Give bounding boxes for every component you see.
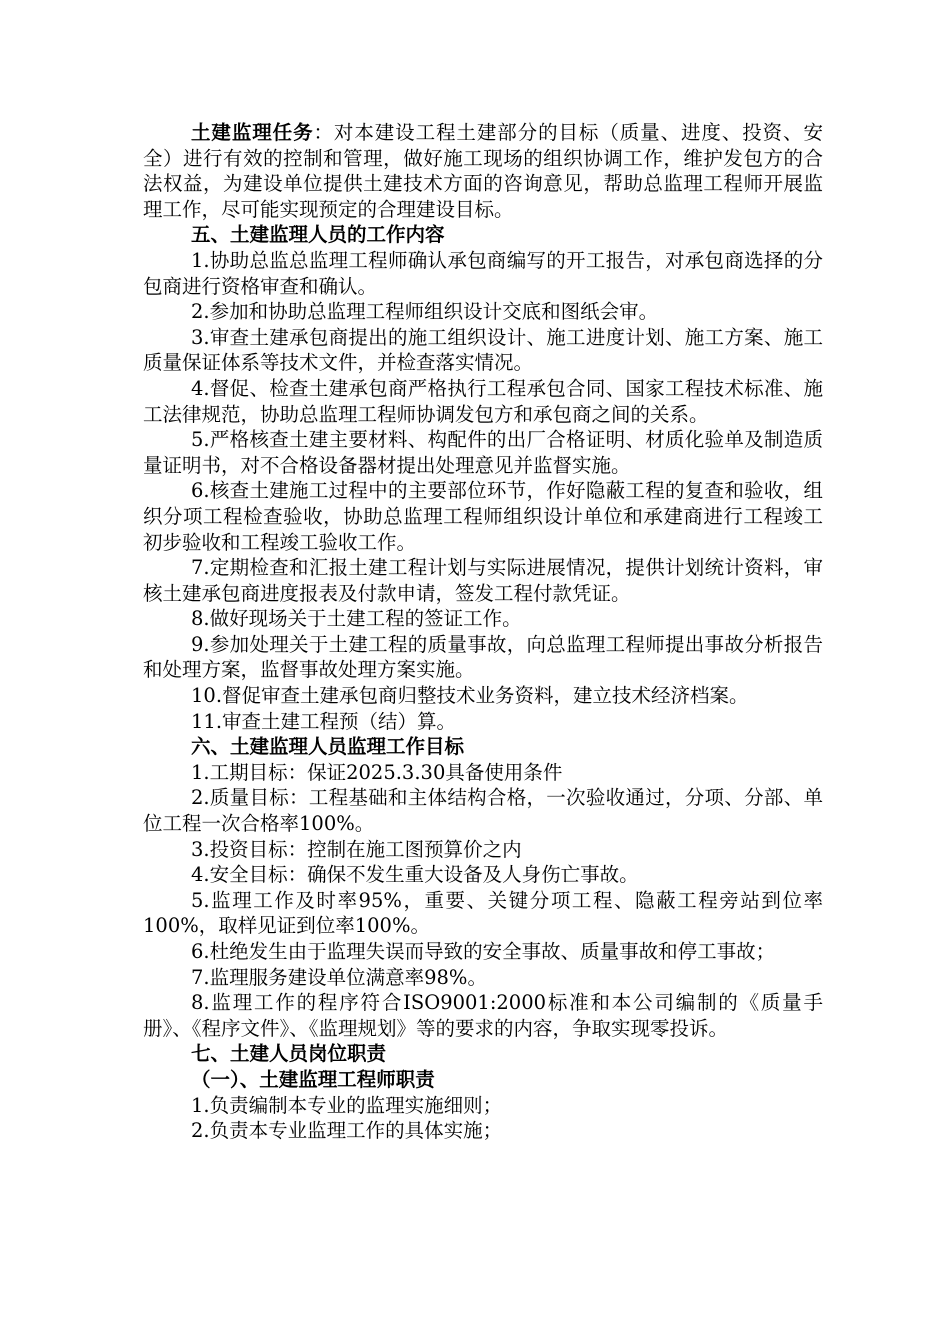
section6-item-2: 2.质量目标：工程基础和主体结构合格，一次验收通过，分项、分部、单位工程一次合格率100%。 bbox=[143, 786, 823, 836]
section7-item-2: 2.负责本专业监理工作的具体实施； bbox=[191, 1119, 503, 1143]
section5-item-6: 6.核查土建施工过程中的主要部位环节，作好隐蔽工程的复查和验收，组织分项工程检查验收，协助总监理工程师组织设计单位和承建商进行工程竣工初步验收和工程竣工验收工作。 bbox=[143, 479, 823, 554]
section5-item-4: 4.督促、检查土建承包商严格执行工程承包合同、国家工程技术标准、施工法律规范，协助总监理工程师协调发包方和承包商之间的关系。 bbox=[143, 376, 823, 426]
section7-item-1: 1.负责编制本专业的监理实施细则； bbox=[191, 1093, 503, 1117]
section6-item-7: 7.监理服务建设单位满意率98%。 bbox=[191, 965, 487, 989]
section6-item-6: 6.杜绝发生由于监理失误而导致的安全事故、质量事故和停工事故； bbox=[191, 940, 776, 963]
section6-item-8: 8.监理工作的程序符合ISO9001:2000标准和本公司编制的《质量手册》、《程序文件》、《监理规划》等的要求的内容，争取实现零投诉。 bbox=[143, 991, 823, 1040]
section5-item-10: 10.督促审查土建承包商归整技术业务资料，建立技术经济档案。 bbox=[191, 684, 749, 708]
section5-heading: 五、土建监理人员的工作内容 bbox=[191, 223, 445, 247]
section5-item-11: 11.审查土建工程预（结）算。 bbox=[191, 709, 457, 733]
section6-item-3: 3.投资目标：控制在施工图预算价之内 bbox=[191, 837, 522, 861]
section5-item-5: 5.严格核查土建主要材料、构配件的出厂合格证明、材质化验单及制造质量证明书，对不合格设备器材提出处理意见并监督实施。 bbox=[143, 428, 823, 477]
section5-item-9: 9.参加处理关于土建工程的质量事故，向总监理工程师提出事故分析报告和处理方案，监督事故处理方案实施。 bbox=[143, 632, 823, 682]
section6-item-1: 1.工期目标：保证2025.3.30具备使用条件 bbox=[191, 760, 563, 784]
section5-item-3: 3.审查土建承包商提出的施工组织设计、施工进度计划、施工方案、施工质量保证体系等技术文件，并检查落实情况。 bbox=[143, 325, 823, 375]
section7-subheading: （一）、土建监理工程师职责 bbox=[191, 1067, 435, 1091]
section5-item-7: 7.定期检查和汇报土建工程计划与实际进展情况，提供计划统计资料，审核土建承包商进度报表及付款申请，签发工程付款凭证。 bbox=[143, 556, 823, 605]
section5-item-8: 8.做好现场关于土建工程的签证工作。 bbox=[191, 607, 522, 631]
section5-item-2: 2.参加和协助总监理工程师组织设计交底和图纸会审。 bbox=[191, 300, 659, 324]
section5-item-1: 1.协助总监总监理工程师确认承包商编写的开工报告，对承包商选择的分包商进行资格审查和确认。 bbox=[143, 248, 823, 298]
section6-item-5: 5.监理工作及时率95%，重要、关键分项工程、隐蔽工程旁站到位率100%，取样见证到位率100%。 bbox=[143, 888, 823, 938]
section7-heading: 七、土建人员岗位职责 bbox=[191, 1042, 387, 1066]
intro-paragraph bbox=[143, 120, 823, 222]
intro-label: 土建监理任务 bbox=[191, 121, 314, 144]
intro-text: ：对本建设工程土建部分的目标（质量、进度、投资、安全）进行有效的控制和管理，做好施工现场的组织协调工作，维护发包方的合法权益，为建设单位提供土建技术方面的咨询意见，帮助总监理工程师开展监理工作，尽可能实现预定的合理建设目标。 bbox=[143, 121, 823, 221]
section6-heading: 六、土建监理人员监理工作目标 bbox=[191, 735, 465, 759]
document-page bbox=[143, 120, 823, 1144]
section6-item-4: 4.安全目标：确保不发生重大设备及人身伤亡事故。 bbox=[191, 863, 639, 887]
